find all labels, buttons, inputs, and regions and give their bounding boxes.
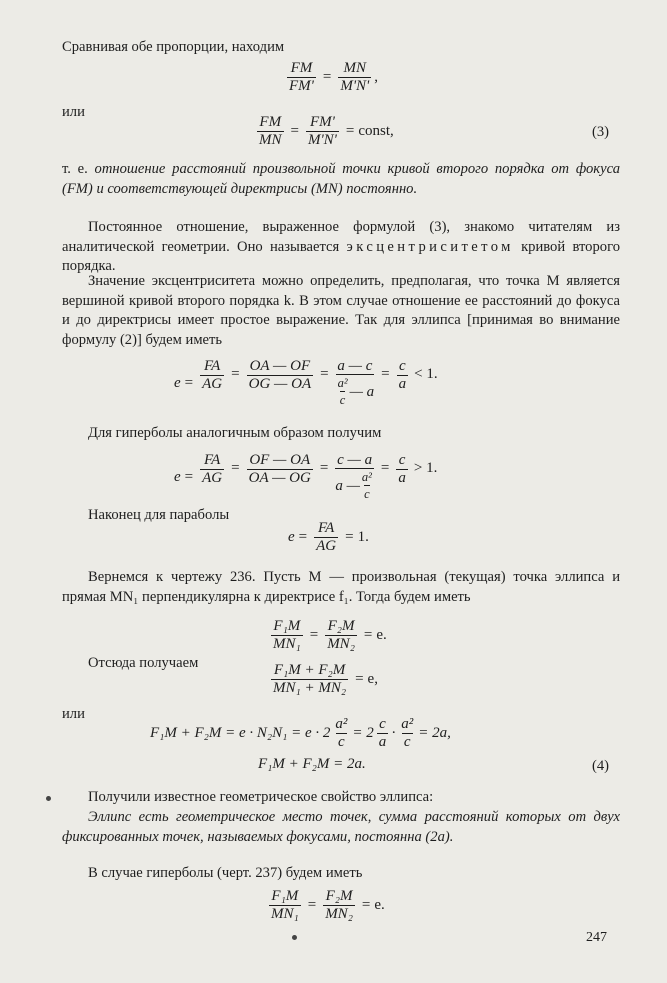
equation-number-4: (4)	[592, 758, 610, 774]
paragraph-property: Получили известное геометрическое свойство эллипса:	[88, 789, 434, 805]
label-or-2: или	[62, 706, 85, 722]
equation-parabola-eccentricity: e = $\frac{FA}{AG}$ = 1.	[288, 520, 369, 554]
equation-number-3: (3)	[592, 124, 610, 140]
paragraph-hyperbola: Для гиперболы аналогичным образом получим	[88, 425, 382, 441]
label-or: или	[62, 104, 85, 120]
paragraph-eccentricity: Постоянное отношение, выраженное формулой (3), знакомо читателям из аналитической геометрии. Оно называется эксцентриситетом кривой второго порядка.	[62, 219, 620, 275]
definition-text: т. е. отношение расстояний произвольной точки кривой второго порядка от фокуса (FM) и соответствующей директрисы (MN) постоянно.	[62, 161, 620, 197]
paragraph-intro: Сравнивая обе пропорции, находим	[62, 39, 285, 55]
equation-hyperbola-eccentricity: e = $\frac{FA}{AG}$ = $\frac{OF — OA}{OA — OG}$ = c — a a — a² c = $\frac{c}{a}$ > 1.	[174, 452, 438, 501]
equation-ratio-e: $\frac{\text{F₁M}}{\text{MN₁}}$ = $\frac{\text{F₂M}}{\text{MN₂}}$ = e.	[273, 618, 387, 652]
equation-ellipse-eccentricity: e = $\frac{FA}{AG}$ = $\frac{OA — OF}{OG — OA}$ = a — c a² c — a = $\frac{c}{a}$ < 1.	[174, 358, 438, 407]
equation-4: F₁M + F₂M = 2a.	[258, 756, 366, 772]
ellipse-property-statement: Эллипс есть геометрическое место точек, сумма расстояний которых от двух фиксированных точек, называемых фокусами, постоянна (2a).	[62, 809, 620, 845]
equation-hyperbola-ratio: $\frac{\text{F₁M}}{\text{MN₁}}$ = $\frac{\text{F₂M}}{\text{MN₂}}$ = e.	[271, 888, 385, 922]
paragraph-drawing-236: Вернемся к чертежу 236. Пусть M — произвольная (текущая) точка эллипса и прямая MN₁ перпендикулярна к директрисе f₁. Тогда будем иметь	[62, 569, 620, 605]
ink-spot	[292, 935, 297, 940]
equation-3: $\frac{FM}{MN}$ = $\frac{FM'}{M'N'}$ = const,	[259, 114, 394, 148]
equation-sum-derivation: F₁M + F₂M = e · N₂N₁ = e · 2 $\frac{\text{a²}}{c}$ = 2 c a · $\frac{\text{a²}}{c}$ = 2a,	[150, 716, 451, 750]
paragraph-vertex: Значение эксцентриситета можно определить, предполагая, что точка M является вершиной кривой второго порядка k. В этом случае отношение ее расстояний до фокуса и до директрисы имеет простое выражение. Так для эллипса [принимая во внимание формулу (2)] будем иметь	[62, 273, 620, 348]
paragraph-hyperbola-case: В случае гиперболы (черт. 237) будем иметь	[88, 865, 363, 881]
paragraph-hence: Отсюда получаем	[88, 655, 199, 671]
equation-proportion: $\frac{FM}{FM'}$ = $\frac{MN}{M'N'}$ ,	[289, 60, 379, 94]
paragraph-parabola: Наконец для параболы	[88, 507, 230, 523]
margin-mark	[46, 796, 51, 801]
page-number: 247	[586, 930, 607, 945]
equation-sum-ratio: $\frac{\text{F₁M + F₂M}}{\text{MN₁ + MN₂}}$ = e,	[273, 662, 378, 696]
